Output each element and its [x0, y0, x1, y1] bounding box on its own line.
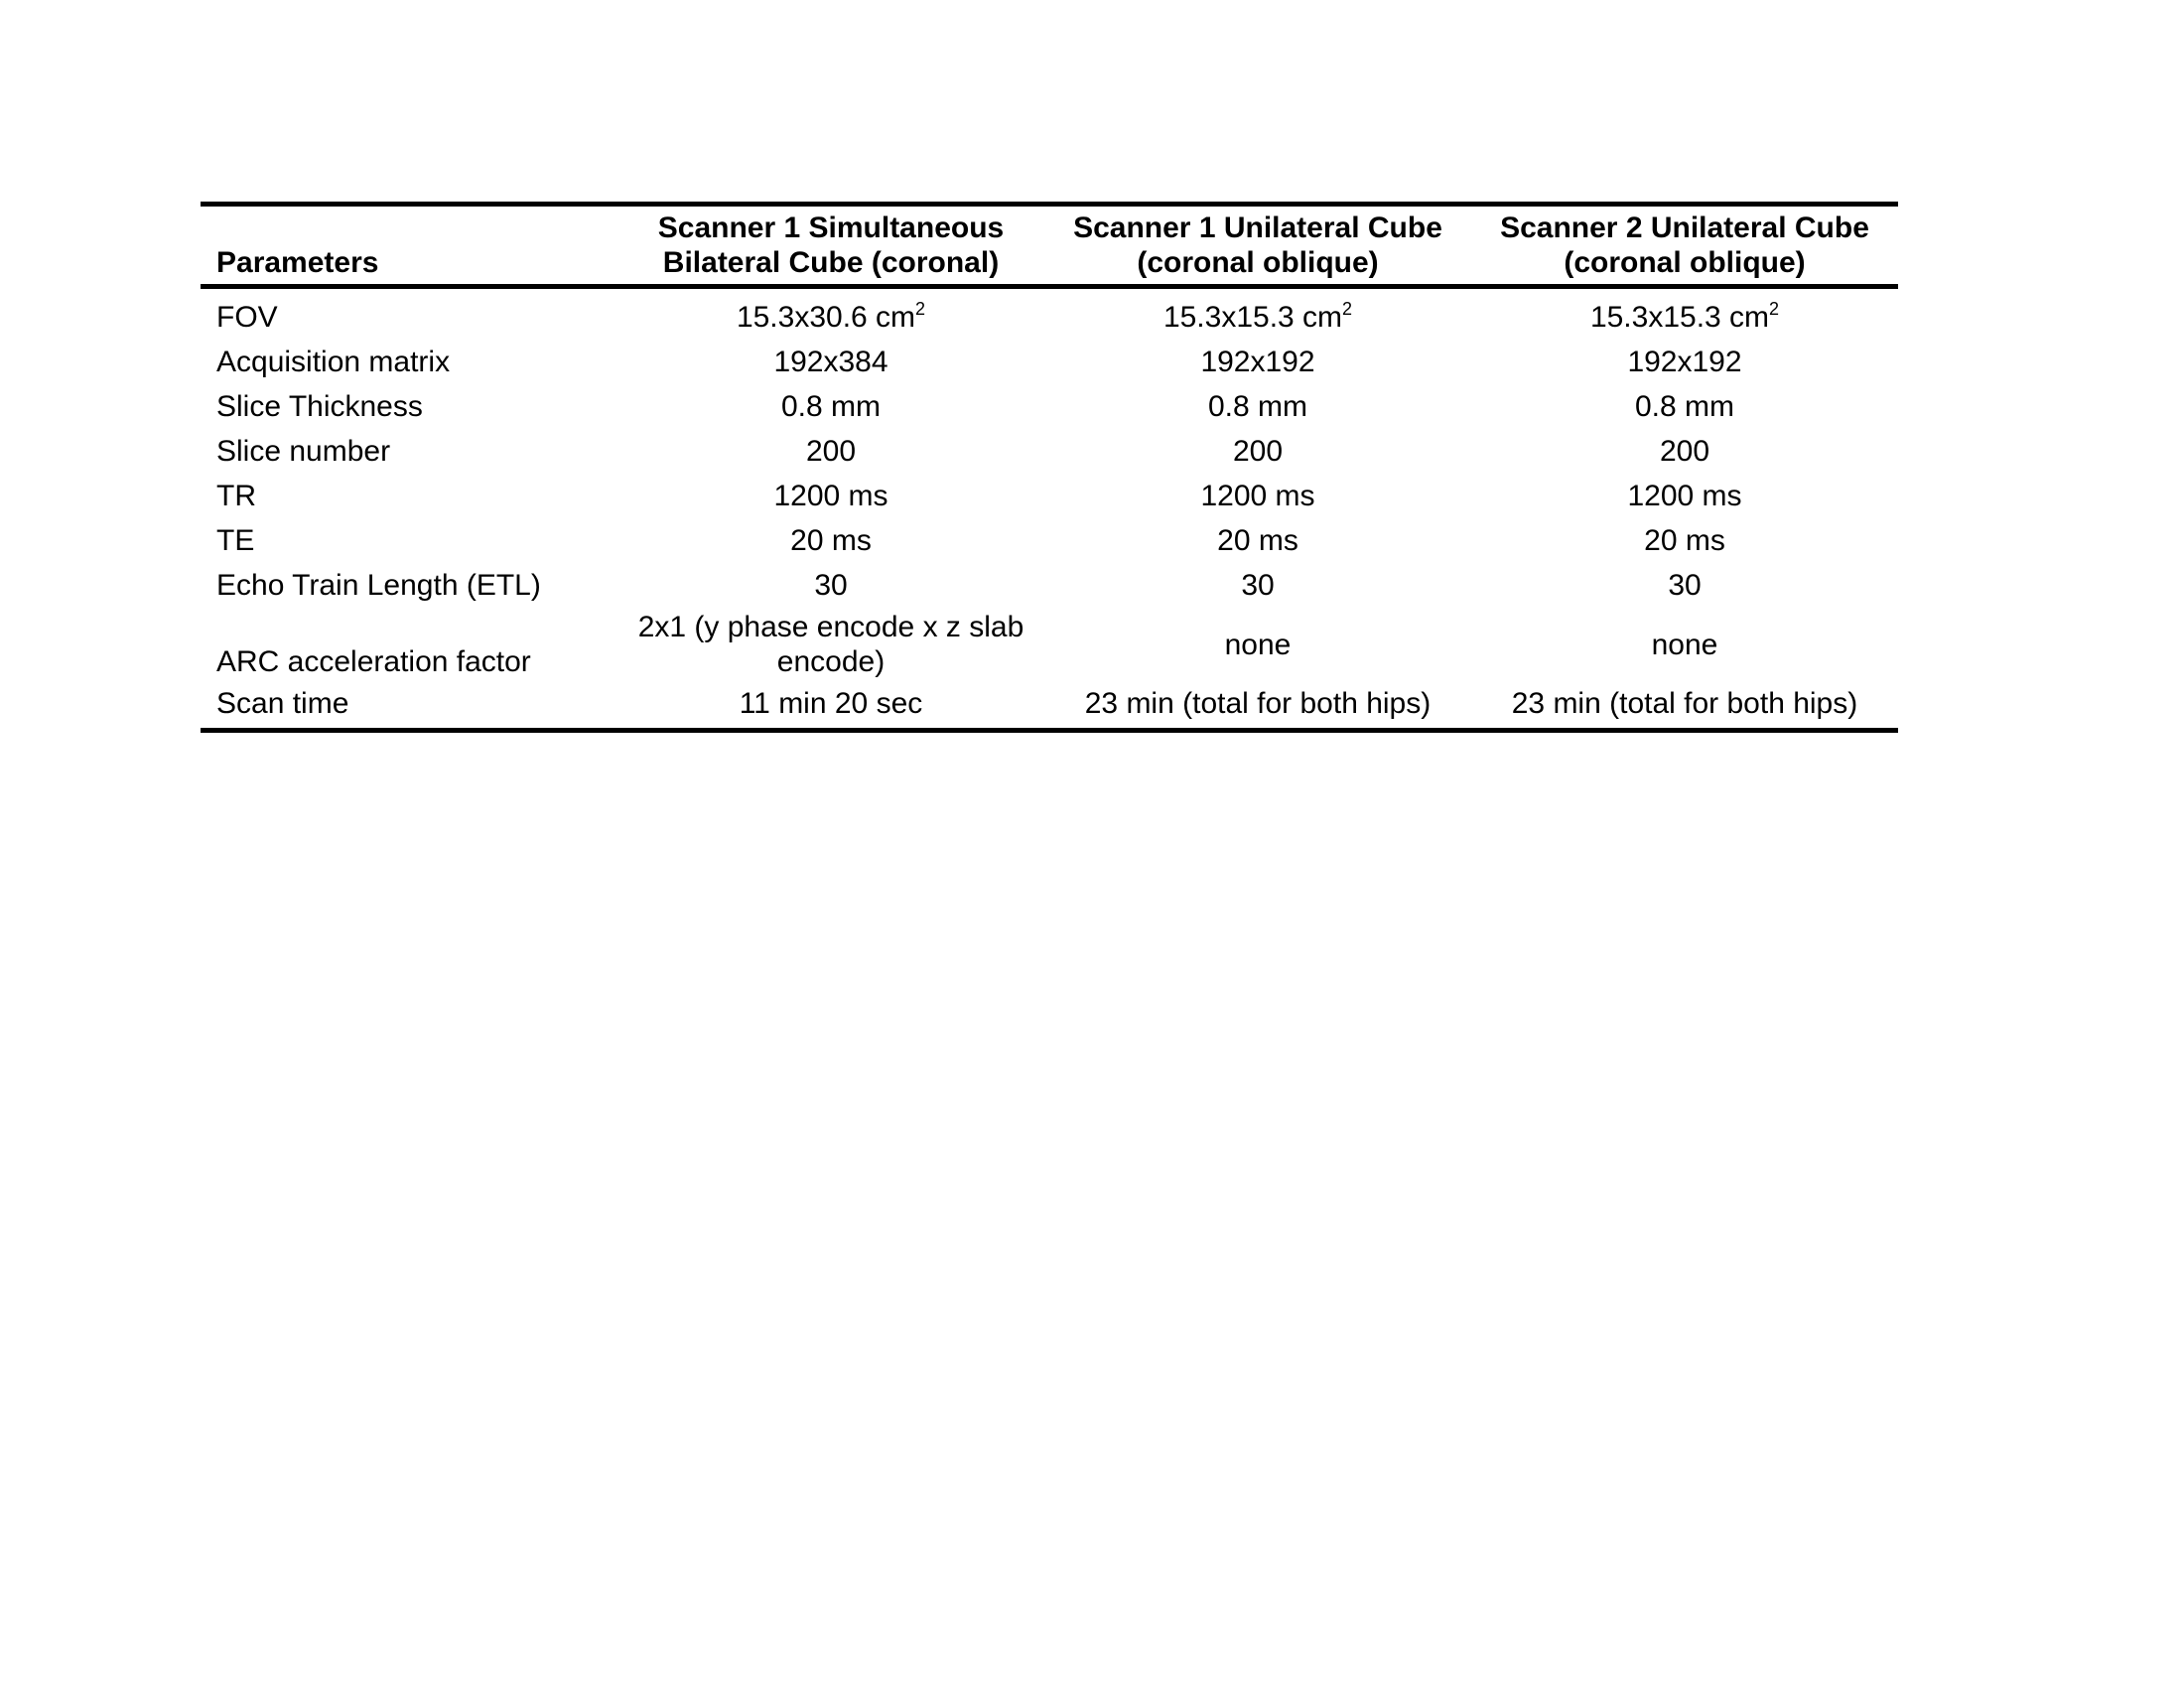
value-cell	[1471, 608, 1898, 681]
header-scanner1-bilateral	[617, 205, 1044, 287]
superscript: 2	[1769, 299, 1780, 319]
parameter-name-cell: Acquisition matrix	[216, 346, 451, 378]
table-row	[201, 340, 1898, 384]
value-text: 15.3x15.3 cm	[1589, 301, 1770, 334]
superscript: 2	[915, 299, 926, 319]
parameter-name-cell: Echo Train Length (ETL)	[216, 569, 541, 602]
header-parameters	[201, 205, 617, 287]
value-text: 192x192	[1200, 346, 1315, 378]
value-cell	[1044, 563, 1471, 608]
parameters-table-container	[201, 202, 1898, 733]
table-row	[201, 563, 1898, 608]
value-cell	[1044, 429, 1471, 474]
value-cell	[617, 429, 1044, 474]
scan-parameters-table	[201, 202, 1898, 733]
value-cell	[1471, 429, 1898, 474]
value-cell	[1044, 340, 1471, 384]
parameter-name-cell: FOV	[216, 301, 278, 334]
header-scanner2-unilateral	[1471, 205, 1898, 287]
value-text: 20 ms	[1644, 524, 1725, 557]
table-row	[201, 518, 1898, 563]
value-text: 200	[1232, 435, 1284, 468]
value-text: 30	[814, 569, 848, 602]
table-row	[201, 608, 1898, 681]
table-row	[201, 287, 1898, 341]
parameter-name-cell: ARC acceleration factor	[216, 645, 531, 678]
table-header-row	[201, 205, 1898, 287]
value-text: 0.8 mm	[1634, 390, 1735, 423]
parameter-name-cell: Slice number	[216, 435, 391, 468]
value-cell	[1471, 340, 1898, 384]
value-cell	[617, 340, 1044, 384]
value-cell	[1471, 287, 1898, 341]
table-row	[201, 429, 1898, 474]
value-text: 1200 ms	[1627, 480, 1742, 512]
header-line: Scanner 1 Simultaneous	[657, 211, 1005, 244]
value-text: 200	[1659, 435, 1710, 468]
header-line: Scanner 2 Unilateral Cube	[1500, 211, 1869, 244]
value-cell	[1471, 384, 1898, 429]
value-text: 0.8 mm	[1207, 390, 1308, 423]
header-line: (coronal oblique)	[1137, 246, 1379, 279]
value-cell	[1044, 608, 1471, 681]
value-text: none	[1224, 628, 1292, 661]
value-text: 23 min (total for both hips)	[1084, 687, 1432, 720]
value-cell	[1044, 287, 1471, 341]
value-text: 15.3x15.3 cm	[1162, 301, 1343, 334]
value-cell	[1471, 681, 1898, 731]
value-cell	[1044, 518, 1471, 563]
header-line: Bilateral Cube (coronal)	[662, 246, 1000, 279]
value-cell	[1044, 681, 1471, 731]
table-row	[201, 384, 1898, 429]
value-cell	[617, 681, 1044, 731]
value-cell	[617, 287, 1044, 341]
parameter-name-cell: Scan time	[216, 687, 349, 720]
parameter-name-cell: TR	[216, 480, 256, 512]
header-line: Scanner 1 Unilateral Cube	[1073, 211, 1442, 244]
value-text: 30	[1241, 569, 1275, 602]
value-text: 200	[805, 435, 857, 468]
value-cell	[617, 474, 1044, 518]
table-body	[201, 287, 1898, 731]
value-line: encode)	[776, 645, 886, 678]
value-text: none	[1651, 628, 1718, 661]
table-row	[201, 681, 1898, 731]
superscript: 2	[1342, 299, 1353, 319]
table-row	[201, 474, 1898, 518]
value-text: 23 min (total for both hips)	[1511, 687, 1858, 720]
value-text: 192x192	[1627, 346, 1742, 378]
value-text: 0.8 mm	[780, 390, 882, 423]
value-text: 192x384	[773, 346, 888, 378]
value-text: 1200 ms	[773, 480, 888, 512]
value-cell	[617, 608, 1044, 681]
value-text: 1200 ms	[1200, 480, 1315, 512]
value-cell	[617, 518, 1044, 563]
header-parameters-label: Parameters	[216, 246, 379, 279]
value-cell	[1044, 474, 1471, 518]
value-cell	[1471, 518, 1898, 563]
value-cell	[1044, 384, 1471, 429]
parameter-name-cell: Slice Thickness	[216, 390, 423, 423]
value-cell	[1471, 474, 1898, 518]
value-cell	[1471, 563, 1898, 608]
value-text: 30	[1668, 569, 1702, 602]
parameter-name-cell: TE	[216, 524, 255, 557]
value-text: 20 ms	[790, 524, 872, 557]
value-text: 15.3x30.6 cm	[736, 301, 916, 334]
value-line: 2x1 (y phase encode x z slab	[637, 611, 1024, 643]
value-text: 11 min 20 sec	[739, 687, 923, 720]
header-scanner1-unilateral	[1044, 205, 1471, 287]
value-text: 20 ms	[1217, 524, 1298, 557]
value-cell	[617, 384, 1044, 429]
header-line: (coronal oblique)	[1564, 246, 1806, 279]
value-cell	[617, 563, 1044, 608]
